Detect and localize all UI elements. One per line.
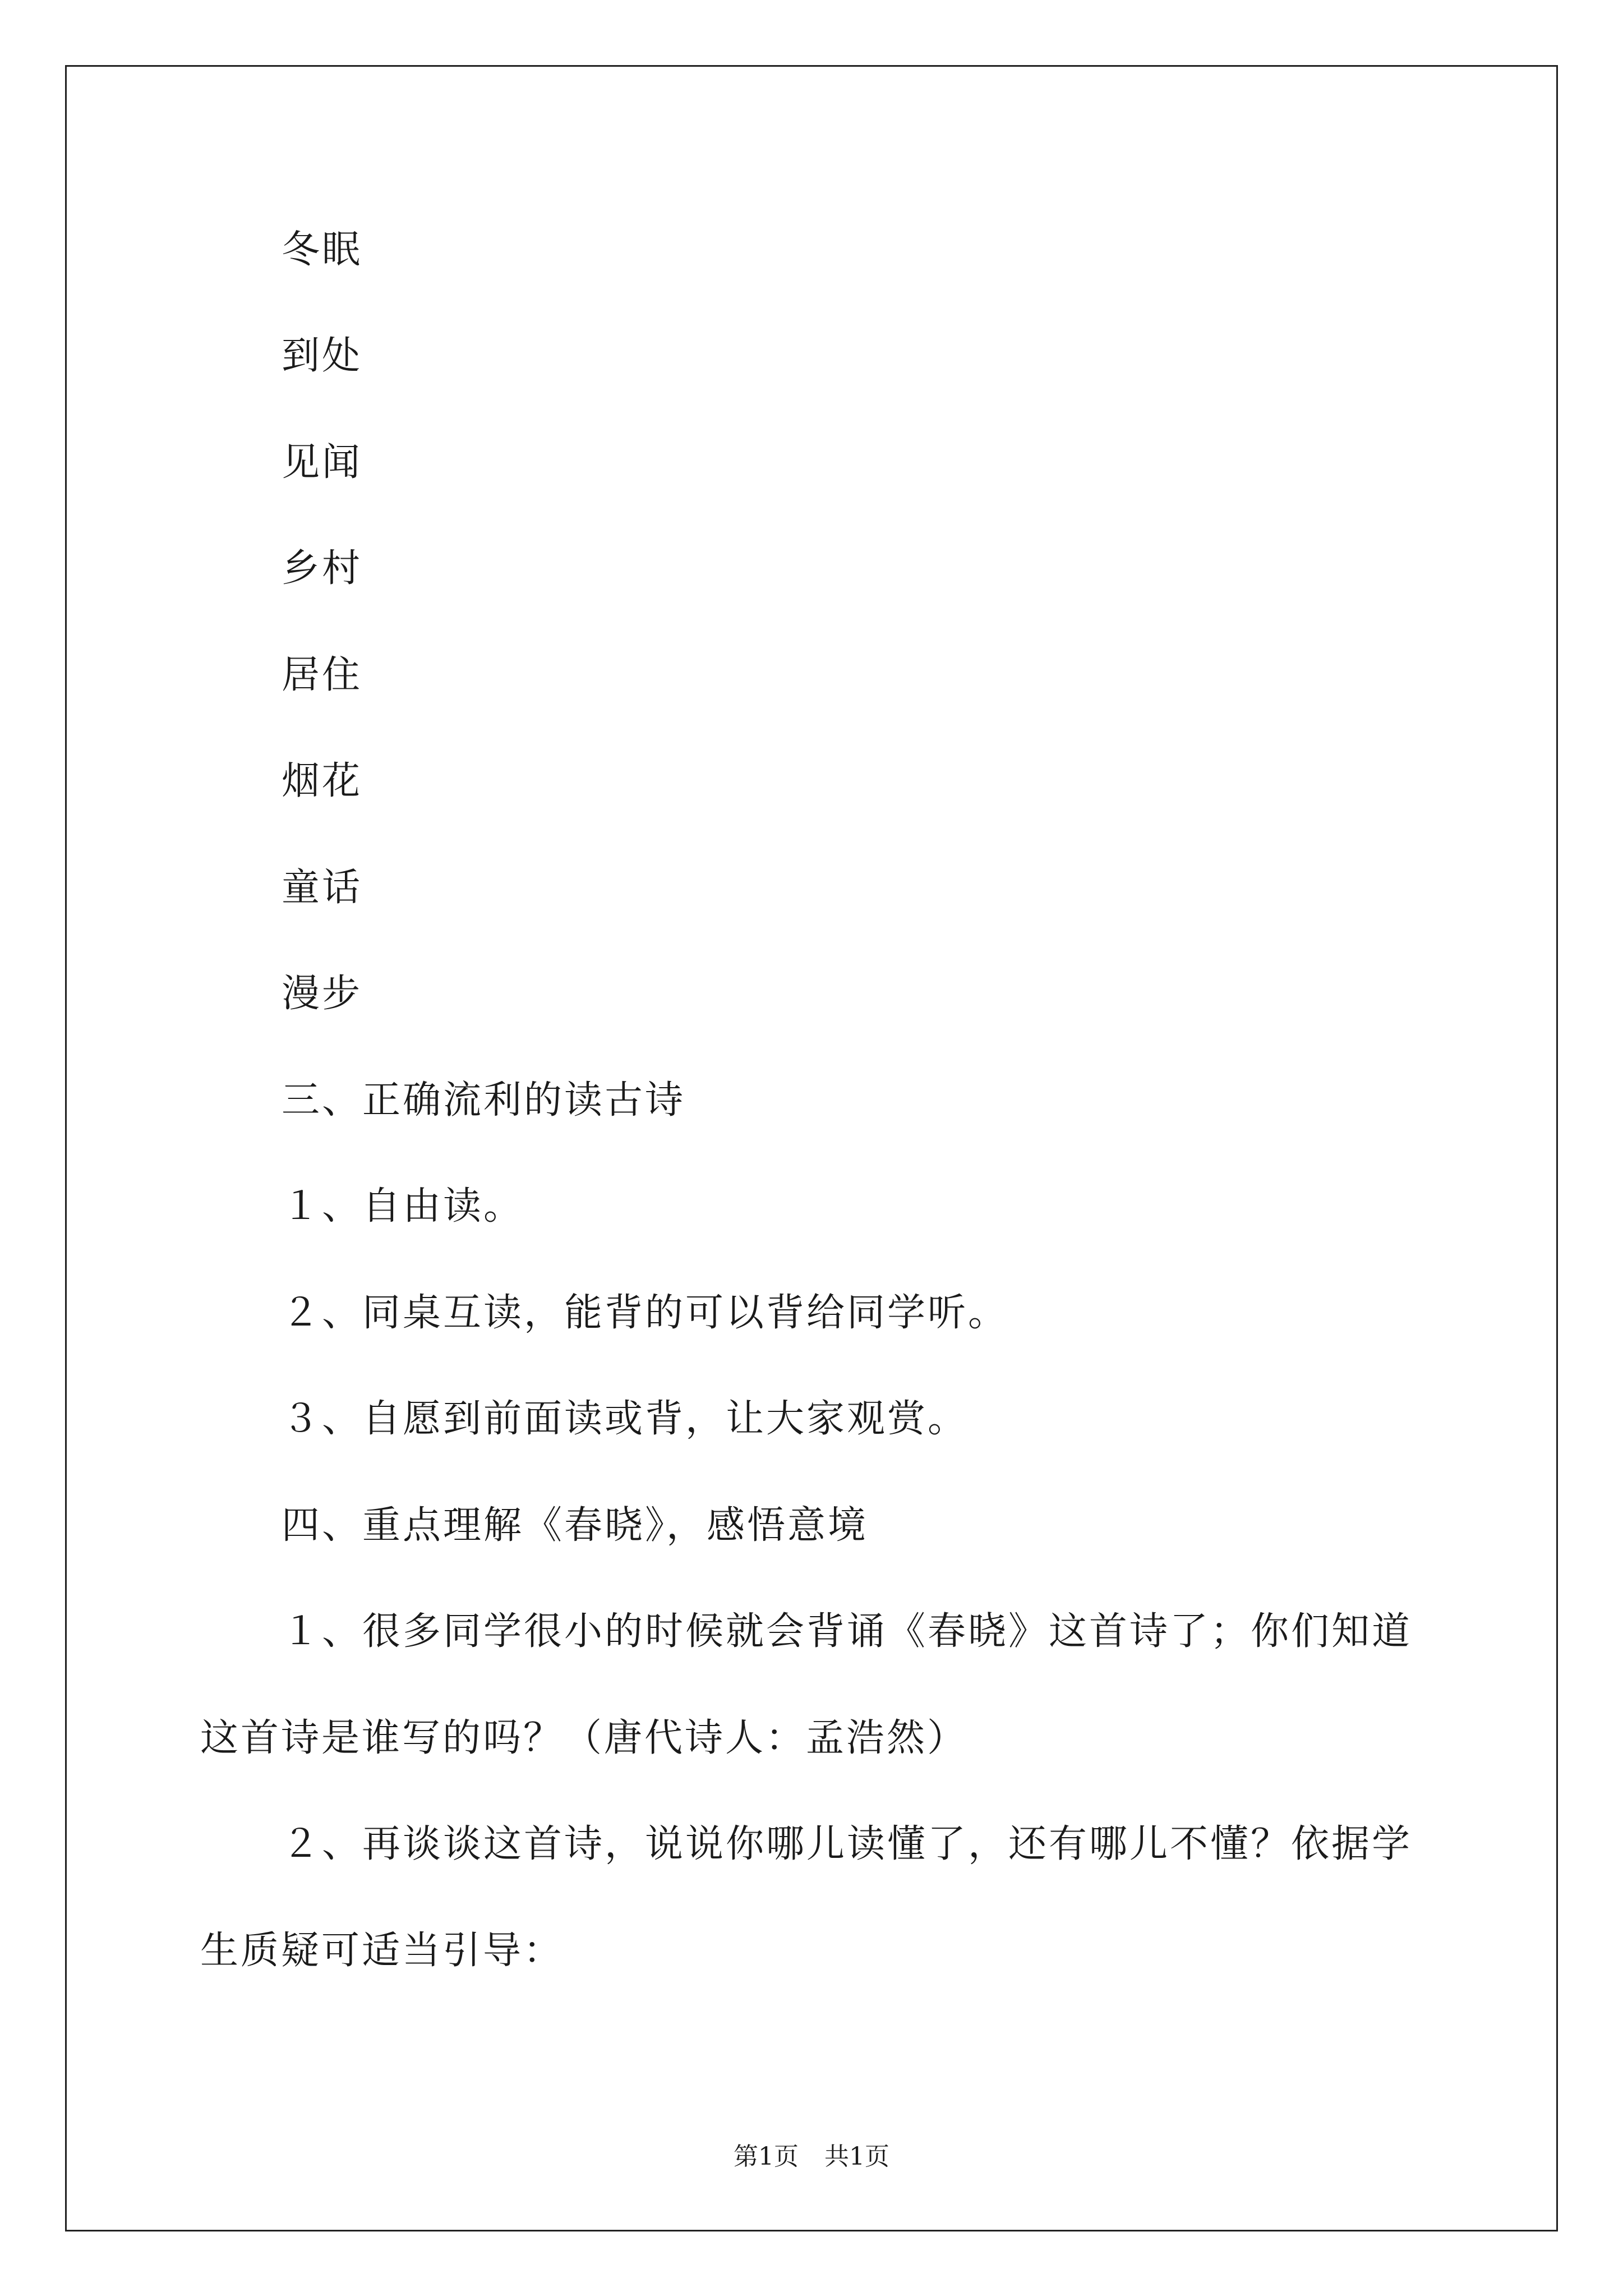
- section4-paragraph2-line1: ２、再谈谈这首诗，说说你哪儿读懂了，还有哪儿不懂？依据学: [282, 1822, 1413, 1866]
- section4-paragraph1-line1: １、很多同学很小的时候就会背诵《春晓》这首诗了；你们知道: [282, 1609, 1413, 1654]
- section4-paragraph1-line2: 这首诗是谁写的吗？（唐代诗人：孟浩然）: [200, 1716, 968, 1760]
- page-number-total: 共1页: [824, 2142, 889, 2171]
- vocab-word: 乡村: [282, 546, 363, 591]
- section3-item: １、自由读。: [282, 1184, 524, 1228]
- vocab-word: 童话: [282, 866, 363, 910]
- vocab-word: 冬眠: [282, 228, 363, 272]
- page-footer: [0, 2140, 1623, 2174]
- section4-heading: 四、重点理解《春晓》，感悟意境: [282, 1503, 869, 1548]
- vocab-word: 漫步: [282, 972, 363, 1016]
- section3-heading: 三、正确流利的读古诗: [282, 1078, 686, 1122]
- section4-paragraph2-line2: 生质疑可适当引导：: [200, 1929, 564, 1973]
- vocab-word: 见闻: [282, 440, 363, 485]
- section3-item: ３、自愿到前面读或背，让大家观赏。: [282, 1397, 969, 1441]
- vocab-word: 烟花: [282, 759, 363, 803]
- vocab-word: 居住: [282, 653, 363, 697]
- section3-item: ２、同桌互读，能背的可以背给同学听。: [282, 1291, 1009, 1335]
- page-border: [65, 65, 1558, 2231]
- page-number-current: 第1页: [734, 2142, 799, 2171]
- vocab-word: 到处: [282, 334, 363, 378]
